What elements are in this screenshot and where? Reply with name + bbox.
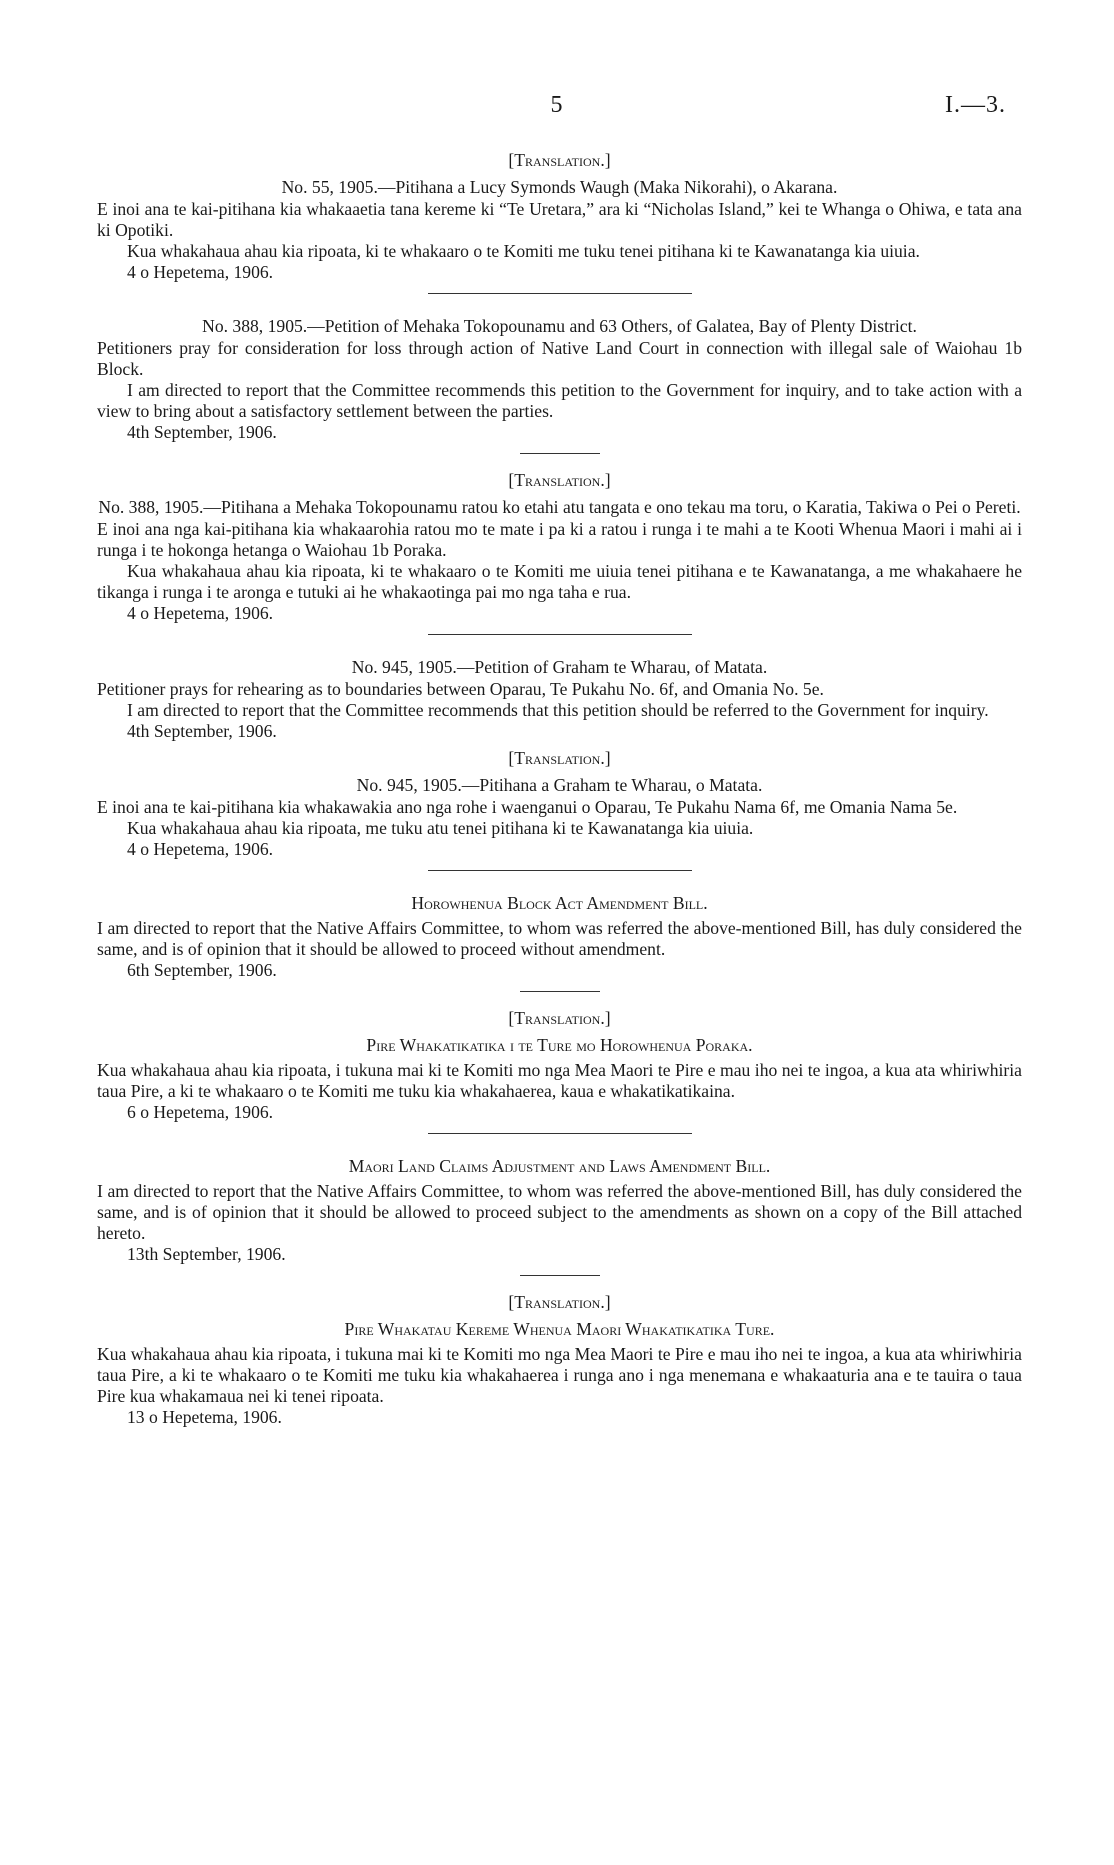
paragraph: Petitioners pray for consideration for loss through action of Native Land Court in connection with illegal sale of Waiohau 1b Block.	[97, 338, 1022, 379]
section-date: 4th September, 1906.	[127, 721, 277, 741]
paragraph: E inoi ana te kai-pitihana kia whakaaetia tana kereme ki “Te Uretara,” ara ki “Nicholas Island,” kei te Whanga o Ohiwa, e tata ana ki Opotiki.	[97, 199, 1022, 240]
section-divider	[520, 1275, 600, 1276]
paragraph: I am directed to report that the Native Affairs Committee, to whom was referred the above-mentioned Bill, has duly considered the same, and is of opinion that it should be allowed to proceed subject to the amendments as shown on a copy of the Bill attached hereto.	[97, 1181, 1022, 1243]
section-heading: No. 945, 1905.—Pitihana a Graham te Wharau, o Matata.	[356, 775, 763, 795]
section-heading: Pire Whakatau Kereme Whenua Maori Whakatikatika Ture.	[344, 1319, 775, 1339]
paragraph: Kua whakahaua ahau kia ripoata, i tukuna mai ki te Komiti mo nga Mea Maori te Pire e mau iho nei te ingoa, a kua ata whiriwhiria taua Pire, a ki te whakaaro o te Komiti me tuku kia whakahaerea, kaua e whakatikatikaina.	[97, 1060, 1022, 1101]
section-date: 13th September, 1906.	[127, 1244, 286, 1264]
translation-label: [Translation.]	[508, 150, 611, 170]
paragraph: Kua whakahaua ahau kia ripoata, ki te whakaaro o te Komiti me uiuia tenei pitihana e te Kawanatanga, a me whakahaere he tikanga i runga i te aronga e tutuki ai he whakaotinga pai mo nga taha e rua.	[97, 561, 1022, 602]
page-reference: I.—3.	[945, 92, 1006, 118]
section-divider	[428, 1133, 692, 1134]
section-date: 4th September, 1906.	[127, 422, 277, 442]
section-heading: Pire Whakatikatika i te Ture mo Horowhenua Poraka.	[366, 1035, 753, 1055]
paragraph: Kua whakahaua ahau kia ripoata, i tukuna mai ki te Komiti mo nga Mea Maori te Pire e mau iho nei te ingoa, a kua ata whiriwhiria taua Pire, a ki te whakaaro o te Komiti me tuku kia whakahaerea i runga ano i nga menemana e whakaaturia ana e te tauira o taua Pire kua whakamaua nei ki tenei ripoata.	[97, 1344, 1022, 1406]
paragraph: I am directed to report that the Native Affairs Committee, to whom was referred the above-mentioned Bill, has duly considered the same, and is of opinion that it should be allowed to proceed without amendment.	[97, 918, 1022, 959]
paragraph: I am directed to report that the Committee recommends this petition to the Government for inquiry, and to take action with a view to bring about a satisfactory settlement between the parties.	[97, 380, 1022, 421]
section-divider	[428, 293, 692, 294]
paragraph: E inoi ana nga kai-pitihana kia whakaarohia ratou mo te mate i pa ki a ratou i runga i te mahi a te Kooti Whenua Maori i mahi ai i runga i te hokonga hetanga o Waiohau 1b Poraka.	[97, 519, 1022, 560]
translation-label: [Translation.]	[508, 1008, 611, 1028]
section-maori-land-claims-bill-translation	[97, 1292, 1022, 1428]
section-heading: Maori Land Claims Adjustment and Laws Amendment Bill.	[348, 1156, 771, 1176]
section-date: 13 o Hepetema, 1906.	[127, 1407, 282, 1427]
section-heading: No. 388, 1905.—Pitihana a Mehaka Tokopounamu ratou ko etahi atu tangata e ono tekau ma toru, o Karatia, Takiwa o Pei o Pereti.	[98, 497, 1021, 517]
section-divider	[428, 870, 692, 871]
paragraph: E inoi ana te kai-pitihana kia whakawakia ano nga rohe i waenganui o Oparau, Te Pukahu Nama 6f, me Omania Nama 5e.	[97, 797, 958, 817]
section-heading: No. 945, 1905.—Petition of Graham te Wharau, of Matata.	[351, 657, 768, 677]
paragraph: Kua whakahaua ahau kia ripoata, ki te whakaaro o te Komiti me tuku tenei pitihana ki te Kawanatanga kia uiuia.	[127, 241, 920, 261]
section-horowhenua-bill	[97, 893, 1022, 981]
section-petition-945-translation	[97, 748, 1022, 860]
section-divider	[520, 991, 600, 992]
translation-label: [Translation.]	[508, 748, 611, 768]
section-horowhenua-bill-translation	[97, 1008, 1022, 1123]
paragraph: Petitioner prays for rehearing as to boundaries between Oparau, Te Pukahu No. 6f, and Omania No. 5e.	[97, 679, 824, 699]
document-body	[97, 150, 1022, 1428]
page-number: 5	[550, 92, 564, 118]
section-petition-55-translation	[97, 150, 1022, 283]
section-petition-945	[97, 657, 1022, 742]
section-maori-land-claims-bill	[97, 1156, 1022, 1265]
section-divider	[428, 634, 692, 635]
paragraph: I am directed to report that the Committee recommends that this petition should be referred to the Government for inquiry.	[127, 700, 989, 720]
section-heading: No. 388, 1905.—Petition of Mehaka Tokopounamu and 63 Others, of Galatea, Bay of Plenty District.	[202, 316, 917, 336]
translation-label: [Translation.]	[508, 1292, 611, 1312]
section-date: 6th September, 1906.	[127, 960, 277, 980]
section-date: 4 o Hepetema, 1906.	[127, 839, 274, 859]
section-heading: Horowhenua Block Act Amendment Bill.	[411, 893, 708, 913]
section-date: 4 o Hepetema, 1906.	[127, 262, 274, 282]
section-date: 6 o Hepetema, 1906.	[127, 1102, 274, 1122]
section-petition-388-translation	[97, 470, 1022, 624]
translation-label: [Translation.]	[508, 470, 611, 490]
section-divider	[520, 453, 600, 454]
section-date: 4 o Hepetema, 1906.	[127, 603, 274, 623]
section-heading: No. 55, 1905.—Pitihana a Lucy Symonds Waugh (Maka Nikorahi), o Akarana.	[281, 177, 838, 197]
paragraph: Kua whakahaua ahau kia ripoata, me tuku atu tenei pitihana ki te Kawanatanga kia uiuia.	[127, 818, 754, 838]
section-petition-388	[97, 316, 1022, 443]
